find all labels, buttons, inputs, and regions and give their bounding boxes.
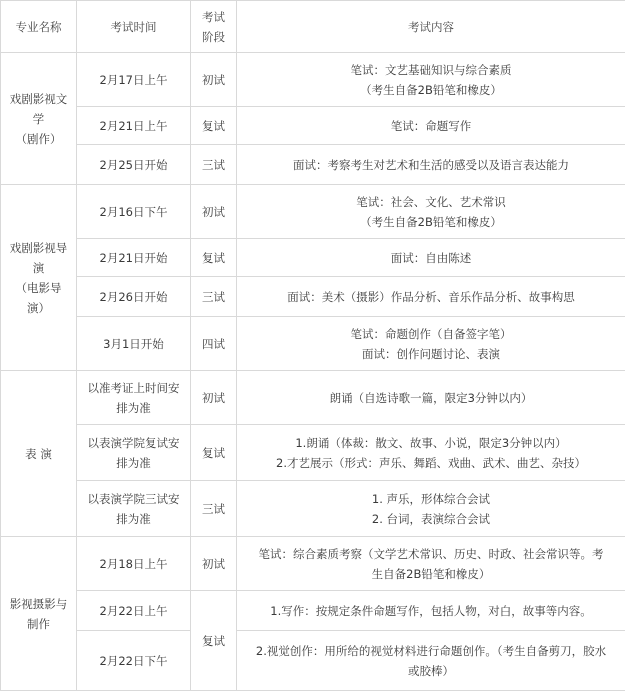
exam-time-cell: 2月17日上午 [77, 53, 191, 107]
table-row [1, 481, 625, 537]
time-line: 排为准 [116, 511, 151, 526]
content-line: 笔试：社会、文化、艺术常识 [356, 194, 506, 209]
exam-content-cell: 1.写作：按规定条件命题写作，包括人物，对白，故事等内容。 [237, 591, 625, 631]
content-line: 1.朗诵（体裁：散文、故事、小说，限定3分钟以内） [295, 435, 567, 450]
content-line: 笔试：综合素质考察（文学艺术常识、历史、时政、社会常识等。考 [258, 546, 604, 561]
exam-content-cell [237, 481, 625, 537]
exam-stage-cell: 复试 [191, 239, 237, 277]
exam-stage-cell: 三试 [191, 277, 237, 317]
exam-content-cell [237, 425, 625, 481]
header-time: 考试时间 [77, 1, 191, 53]
time-line: 以表演学院三试安 [87, 491, 180, 506]
exam-time-cell: 2月22日下午 [77, 631, 191, 691]
time-line: 以表演学院复试安 [87, 435, 180, 450]
table-row [1, 185, 625, 239]
exam-time-cell: 2月25日开始 [77, 145, 191, 185]
content-line: 面试：创作问题讨论、表演 [362, 346, 500, 361]
major-name-line: 戏剧影视文 [9, 91, 68, 106]
exam-time-cell [77, 425, 191, 481]
content-line: 笔试：文艺基础知识与综合素质 [350, 62, 512, 77]
exam-content-cell [237, 537, 625, 591]
table-row [1, 537, 625, 591]
exam-stage-cell: 三试 [191, 145, 237, 185]
major-name-line: （电影导 [15, 280, 62, 295]
time-line: 排为准 [116, 455, 151, 470]
content-line: （考生自备2B铅笔和橡皮） [360, 214, 502, 229]
table-header-row [1, 1, 625, 53]
exam-stage-cell: 复试 [191, 591, 237, 691]
content-line: 生自备2B铅笔和橡皮） [371, 566, 491, 581]
exam-stage-cell: 初试 [191, 53, 237, 107]
exam-time-cell [77, 371, 191, 425]
exam-time-cell: 2月21日上午 [77, 107, 191, 145]
time-line: 以准考证上时间安 [87, 380, 180, 395]
table-row [1, 591, 625, 631]
table-row [1, 239, 625, 277]
exam-stage-cell: 初试 [191, 537, 237, 591]
major-name-line: 演 [32, 260, 45, 275]
exam-stage-cell: 四试 [191, 317, 237, 371]
content-line: 2. 台词，表演综合会试 [371, 511, 491, 526]
table-row [1, 107, 625, 145]
major-name-line: 演） [27, 300, 50, 315]
exam-time-cell: 2月21日开始 [77, 239, 191, 277]
exam-time-cell: 2月22日上午 [77, 591, 191, 631]
table-row [1, 631, 625, 691]
exam-time-cell: 2月16日下午 [77, 185, 191, 239]
exam-time-cell: 3月1日开始 [77, 317, 191, 371]
exam-content-cell: 面试：自由陈述 [237, 239, 625, 277]
exam-content-cell: 面试：考察考生对艺术和生活的感受以及语言表达能力 [237, 145, 625, 185]
major-name-cell [1, 371, 77, 537]
major-name-cell [1, 53, 77, 185]
header-content: 考试内容 [237, 1, 625, 53]
exam-stage-cell: 复试 [191, 425, 237, 481]
exam-stage-cell: 初试 [191, 185, 237, 239]
header-major: 专业名称 [1, 1, 77, 53]
table-row [1, 425, 625, 481]
exam-stage-cell: 三试 [191, 481, 237, 537]
exam-content-cell: 笔试：命题写作 [237, 107, 625, 145]
exam-stage-cell: 复试 [191, 107, 237, 145]
exam-content-cell [237, 631, 625, 691]
table-row [1, 371, 625, 425]
table-row [1, 277, 625, 317]
header-stage-line2: 阶段 [202, 29, 225, 44]
exam-content-cell [237, 185, 625, 239]
header-stage-line1: 考试 [202, 9, 225, 24]
content-line: 1. 声乐，形体综合会试 [371, 491, 491, 506]
major-name-line: 影视摄影与 [9, 596, 68, 611]
content-line: 笔试：命题创作（自备签字笔） [350, 326, 512, 341]
exam-content-cell: 朗诵（自选诗歌一篇，限定3分钟以内） [237, 371, 625, 425]
time-line: 排为准 [116, 400, 151, 415]
table-row [1, 317, 625, 371]
major-name-line: 学 [32, 111, 45, 126]
exam-stage-cell: 初试 [191, 371, 237, 425]
major-name-cell [1, 185, 77, 371]
exam-time-cell: 2月26日开始 [77, 277, 191, 317]
exam-time-cell: 2月18日上午 [77, 537, 191, 591]
header-stage [191, 1, 237, 53]
content-line: 2.视觉创作：用所给的视觉材料进行命题创作。（考生自备剪刀，胶水 [255, 643, 607, 658]
table-row [1, 145, 625, 185]
major-name-line: 制作 [27, 616, 50, 631]
content-line: 2.才艺展示（形式：声乐、舞蹈、戏曲、武术、曲艺、杂技） [276, 455, 586, 470]
content-line: （考生自备2B铅笔和橡皮） [360, 82, 502, 97]
major-name-cell [1, 537, 77, 691]
major-name-line: （剧作） [15, 131, 62, 146]
exam-content-cell: 面试：美术（摄影）作品分析、音乐作品分析、故事构思 [237, 277, 625, 317]
table-row [1, 53, 625, 107]
exam-content-cell [237, 53, 625, 107]
exam-time-cell [77, 481, 191, 537]
content-line: 或胶棒） [408, 663, 454, 678]
major-name-line: 戏剧影视导 [9, 240, 68, 255]
major-name-line: 表 演 [25, 446, 52, 461]
exam-content-cell [237, 317, 625, 371]
